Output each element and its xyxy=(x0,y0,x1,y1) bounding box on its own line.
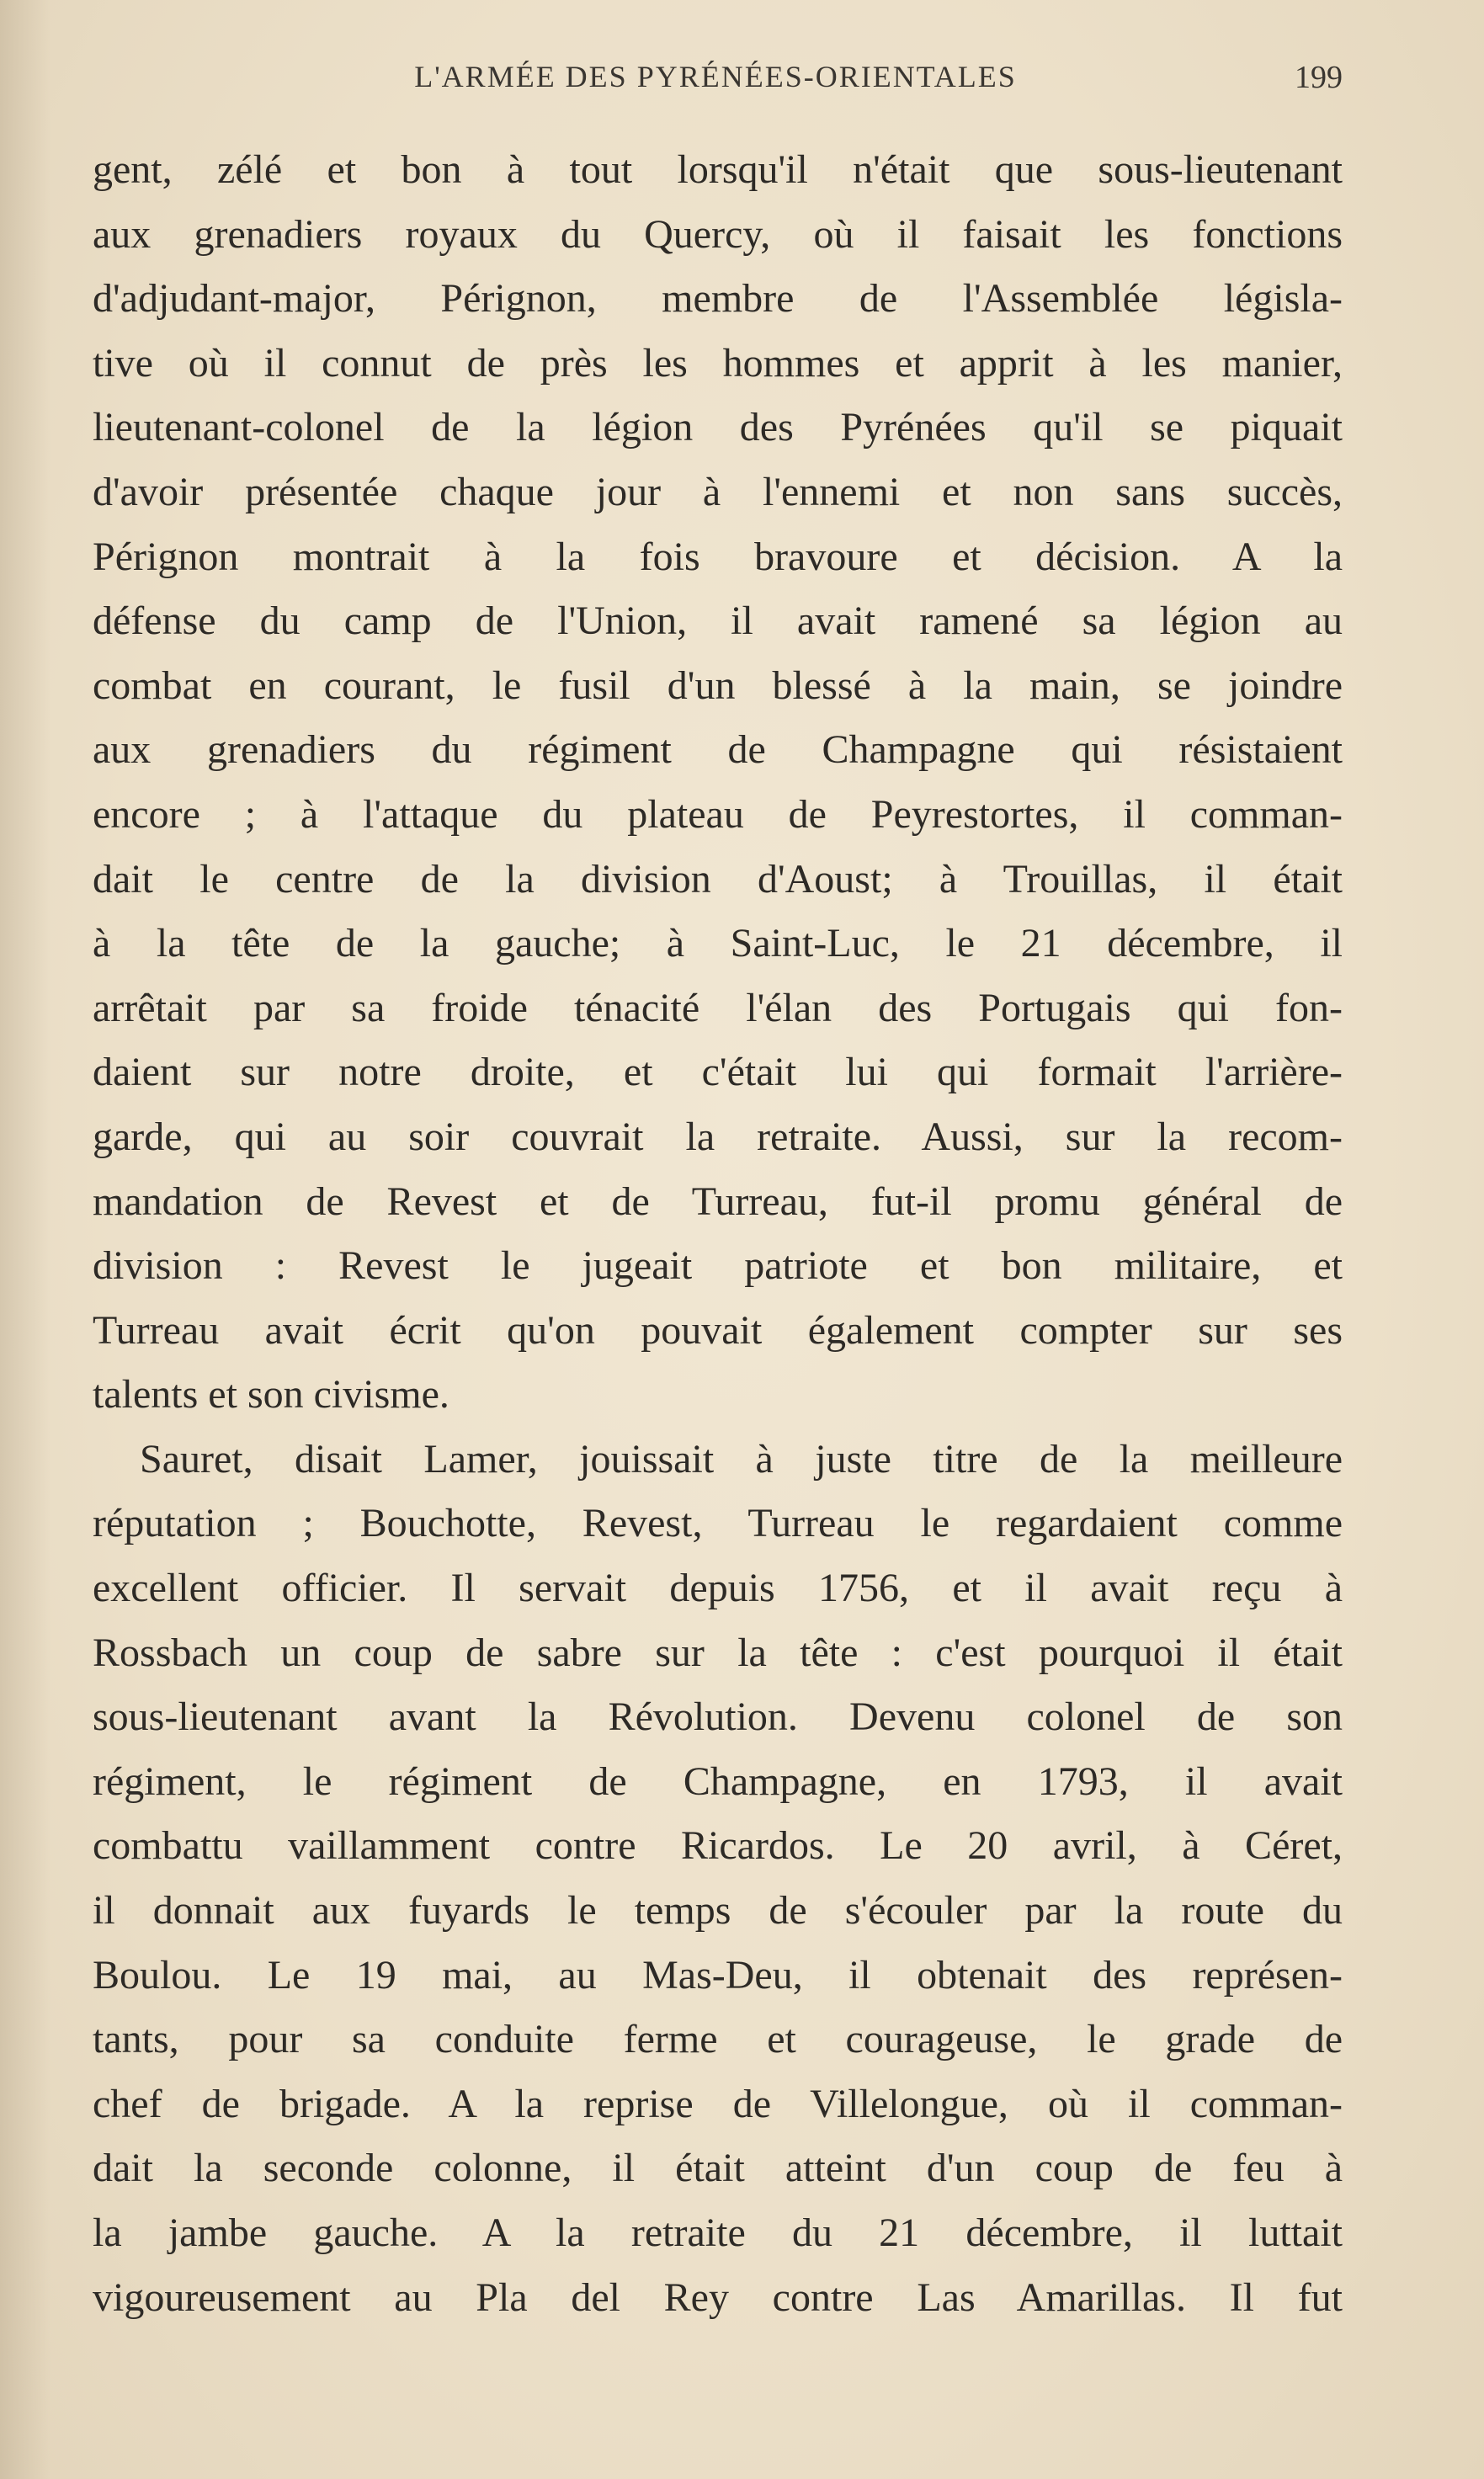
text-line: tants, pour sa conduite ferme et courageuse, le grade de xyxy=(93,2017,1343,2062)
text-line: garde, qui au soir couvrait la retraite. Aussi, sur la recom- xyxy=(93,1114,1343,1159)
text-line: gent, zélé et bon à tout lorsqu'il n'était que sous-lieutenant xyxy=(93,147,1343,192)
page-header xyxy=(88,59,1343,109)
text-line: Turreau avait écrit qu'on pouvait également compter sur ses xyxy=(93,1307,1343,1353)
text-line: combat en courant, le fusil d'un blessé à la main, se joindre xyxy=(93,662,1343,708)
text-line: encore ; à l'attaque du plateau de Peyrestortes, il comman- xyxy=(93,791,1343,837)
text-line: excellent officier. Il servait depuis 1756, et il avait reçu à xyxy=(93,1566,1343,1611)
body-text xyxy=(93,138,1343,2330)
text-line: Pérignon montrait à la fois bravoure et décision. A la xyxy=(93,534,1343,579)
text-line: daient sur notre droite, et c'était lui qui formait l'arrière- xyxy=(93,1050,1343,1095)
text-line: dait la seconde colonne, il était atteint d'un coup de feu à xyxy=(93,2146,1343,2191)
text-line: aux grenadiers royaux du Quercy, où il faisait les fonctions xyxy=(93,211,1343,257)
text-line: la jambe gauche. A la retraite du 21 décembre, il luttait xyxy=(93,2210,1343,2255)
text-line: aux grenadiers du régiment de Champagne qui résistaient xyxy=(93,727,1343,773)
text-line: dait le centre de la division d'Aoust; à Trouillas, il était xyxy=(93,856,1343,902)
text-line: d'adjudant-major, Pérignon, membre de l'Assemblée législa- xyxy=(93,276,1343,322)
text-line: d'avoir présentée chaque jour à l'ennemi et non sans succès, xyxy=(93,469,1343,514)
text-line: régiment, le régiment de Champagne, en 1793, il avait xyxy=(93,1758,1343,1804)
text-line: Sauret, disait Lamer, jouissait à juste titre de la meilleure xyxy=(140,1436,1343,1482)
text-line: combattu vaillamment contre Ricardos. Le 20 avril, à Céret, xyxy=(93,1823,1343,1869)
text-line: lieutenant-colonel de la légion des Pyrénées qu'il se piquait xyxy=(93,405,1343,450)
text-line: vigoureusement au Pla del Rey contre Las Amarillas. Il fut xyxy=(93,2274,1343,2320)
text-line: division : Revest le jugeait patriote et bon militaire, et xyxy=(93,1243,1343,1289)
text-line: sous-lieutenant avant la Révolution. Devenu colonel de son xyxy=(93,1694,1343,1740)
paragraph-2 xyxy=(93,1428,1343,2330)
page-number: 199 xyxy=(1295,60,1343,95)
text-line: réputation ; Bouchotte, Revest, Turreau le regardaient comme xyxy=(93,1501,1343,1546)
text-line: tive où il connut de près les hommes et apprit à les manier, xyxy=(93,340,1343,386)
text-line: talents et son civisme. xyxy=(93,1372,449,1418)
paragraph-1 xyxy=(93,138,1343,1428)
text-line: Boulou. Le 19 mai, au Mas-Deu, il obtenait des représen- xyxy=(93,1952,1343,1998)
text-line: Rossbach un coup de sabre sur la tête : c'est pourquoi il était xyxy=(93,1630,1343,1675)
text-line: défense du camp de l'Union, il avait ramené sa légion au xyxy=(93,598,1343,644)
text-line: chef de brigade. A la reprise de Villelongue, où il comman- xyxy=(93,2081,1343,2126)
text-line: arrêtait par sa froide ténacité l'élan des Portugais qui fon- xyxy=(93,985,1343,1030)
text-line: mandation de Revest et de Turreau, fut-il promu général de xyxy=(93,1178,1343,1224)
running-title: L'ARMÉE DES PYRÉNÉES-ORIENTALES xyxy=(414,60,1017,93)
text-line: à la tête de la gauche; à Saint-Luc, le 21 décembre, il xyxy=(93,921,1343,966)
text-line: il donnait aux fuyards le temps de s'écouler par la route du xyxy=(93,1888,1343,1934)
page-shadow xyxy=(0,0,51,2479)
